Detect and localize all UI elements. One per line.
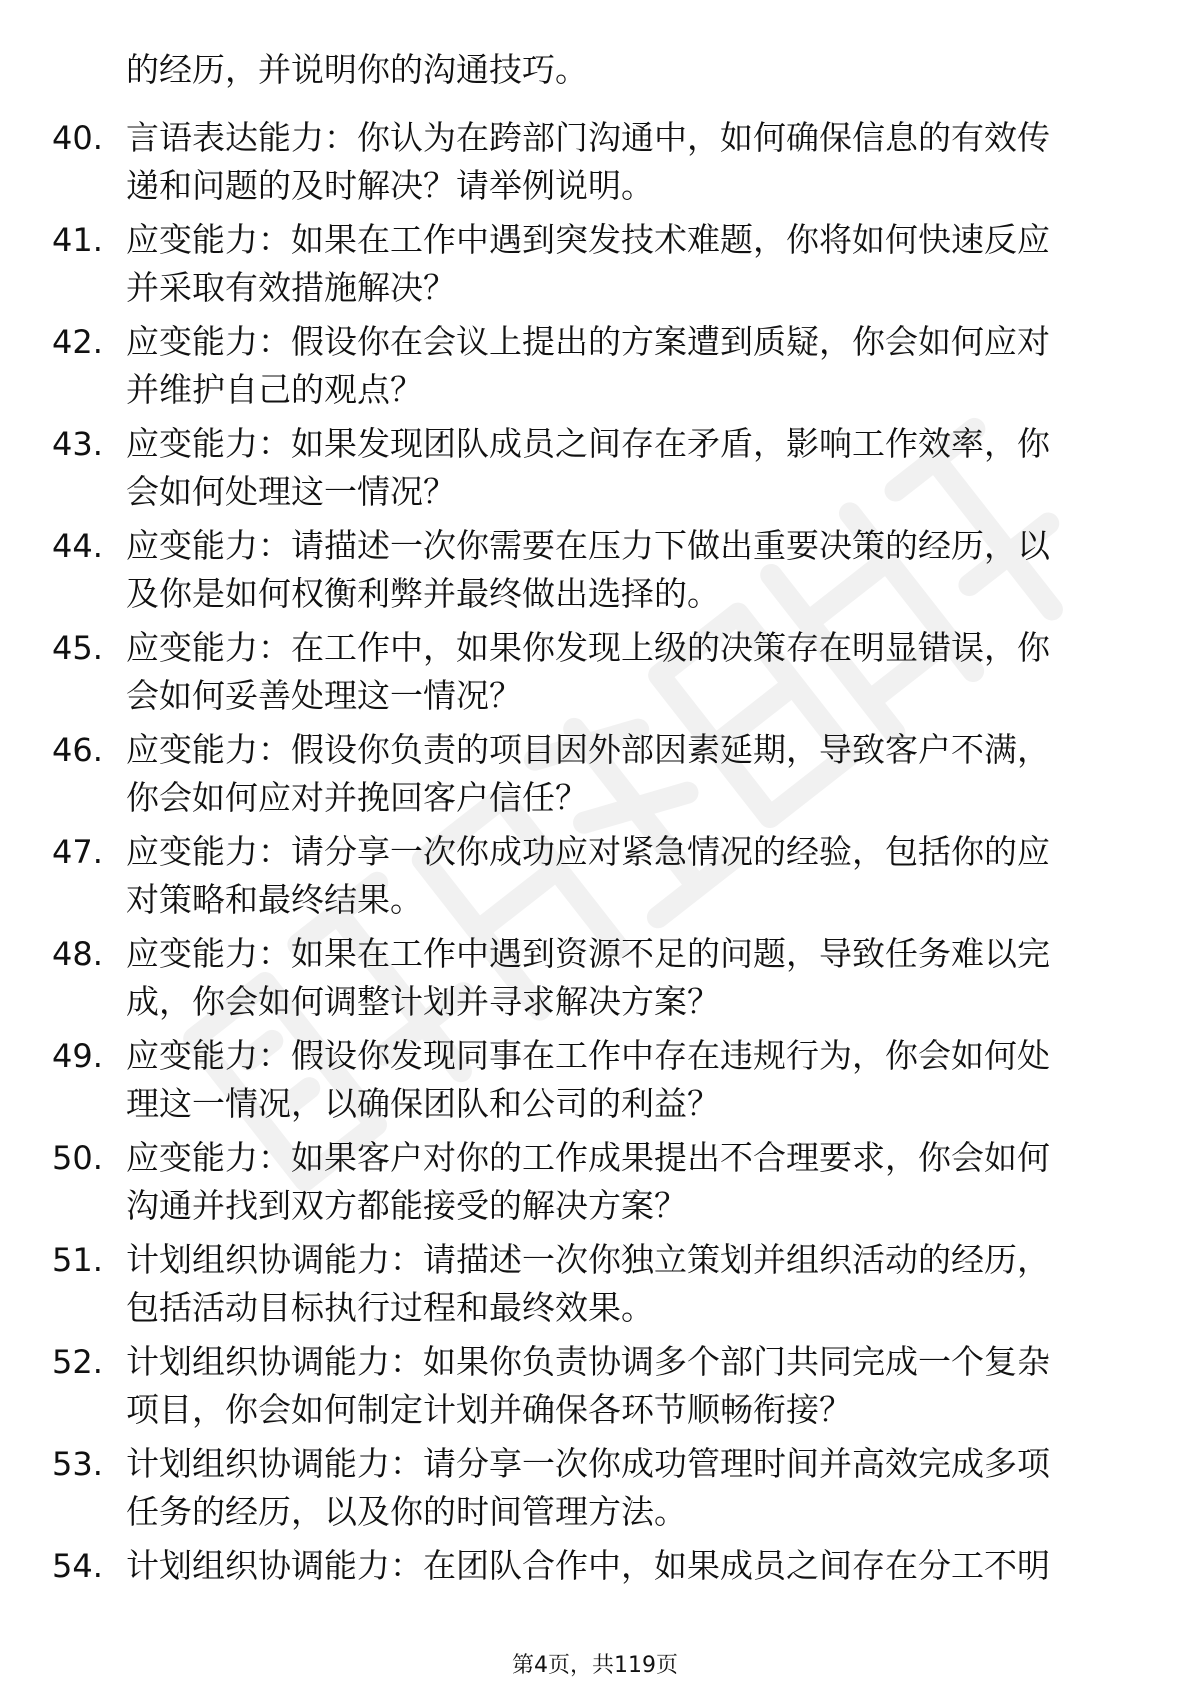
question-text (126, 1338, 1146, 1434)
question-number: 51. (52, 1241, 103, 1279)
question-item (0, 516, 1190, 618)
question-text (126, 726, 1146, 822)
question-item (0, 210, 1190, 312)
question-text-line: 成，你会如何调整计划并寻求解决方案？ (126, 982, 720, 1021)
question-number: 41. (52, 221, 103, 259)
question-text-line: 及你是如何权衡利弊并最终做出选择的。 (126, 574, 720, 613)
page-footer: 第4页，共119页 (512, 1653, 678, 1678)
question-number: 45. (52, 629, 103, 667)
question-item (0, 1536, 1190, 1638)
question-text-line: 计划组织协调能力：请分享一次你成功管理时间并高效完成多项 (126, 1444, 1050, 1483)
question-number: 47. (52, 833, 103, 871)
question-text-line: 任务的经历，以及你的时间管理方法。 (126, 1492, 687, 1531)
question-number: 52. (52, 1343, 103, 1381)
question-number: 48. (52, 935, 103, 973)
question-text-line: 应变能力：如果在工作中遇到突发技术难题，你将如何快速反应 (126, 220, 1050, 259)
question-text-line: 应变能力：假设你发现同事在工作中存在违规行为，你会如何处 (126, 1036, 1050, 1075)
question-text (126, 114, 1146, 210)
question-text (126, 828, 1146, 924)
continued-question-text: 的经历，并说明你的沟通技巧。 (126, 50, 588, 89)
question-item (0, 924, 1190, 1026)
question-item (0, 1434, 1190, 1536)
question-text-line: 会如何妥善处理这一情况？ (126, 676, 522, 715)
question-text (126, 930, 1146, 1026)
question-text (126, 624, 1146, 720)
question-text (126, 216, 1146, 312)
question-number: 54. (52, 1547, 103, 1585)
question-text-line: 应变能力：如果在工作中遇到资源不足的问题，导致任务难以完 (126, 934, 1050, 973)
question-text-line: 项目，你会如何制定计划并确保各环节顺畅衔接？ (126, 1390, 852, 1429)
question-number: 50. (52, 1139, 103, 1177)
question-text-line: 计划组织协调能力：请描述一次你独立策划并组织活动的经历， (126, 1240, 1050, 1279)
question-text-line: 并维护自己的观点？ (126, 370, 423, 409)
question-number: 40. (52, 119, 103, 157)
question-text (126, 522, 1146, 618)
question-text-line: 会如何处理这一情况？ (126, 472, 456, 511)
question-number: 53. (52, 1445, 103, 1483)
question-number: 46. (52, 731, 103, 769)
question-text-line: 应变能力：如果发现团队成员之间存在矛盾，影响工作效率，你 (126, 424, 1050, 463)
question-text (126, 1236, 1146, 1332)
question-text-line: 包括活动目标执行过程和最终效果。 (126, 1288, 654, 1327)
question-item (0, 1230, 1190, 1332)
question-text-line: 递和问题的及时解决？请举例说明。 (126, 166, 654, 205)
question-text-line: 应变能力：请分享一次你成功应对紧急情况的经验，包括你的应 (126, 832, 1050, 871)
question-text-line: 你会如何应对并挽回客户信任？ (126, 778, 588, 817)
question-text-line: 理这一情况，以确保团队和公司的利益？ (126, 1084, 720, 1123)
question-text-line: 言语表达能力：你认为在跨部门沟通中，如何确保信息的有效传 (126, 118, 1050, 157)
question-item (0, 1332, 1190, 1434)
question-text-line: 计划组织协调能力：在团队合作中，如果成员之间存在分工不明 (126, 1546, 1050, 1585)
question-text-line: 应变能力：如果客户对你的工作成果提出不合理要求，你会如何 (126, 1138, 1050, 1177)
question-item (0, 618, 1190, 720)
question-text-line: 应变能力：假设你负责的项目因外部因素延期，导致客户不满， (126, 730, 1050, 769)
question-number: 49. (52, 1037, 103, 1075)
question-item (0, 720, 1190, 822)
question-text-line: 并采取有效措施解决？ (126, 268, 456, 307)
question-item (0, 1128, 1190, 1230)
question-text (126, 420, 1146, 516)
question-text-line: 沟通并找到双方都能接受的解决方案？ (126, 1186, 687, 1225)
question-text (126, 1440, 1146, 1536)
question-text-line: 应变能力：在工作中，如果你发现上级的决策存在明显错误，你 (126, 628, 1050, 667)
question-text-line: 计划组织协调能力：如果你负责协调多个部门共同完成一个复杂 (126, 1342, 1050, 1381)
question-text (126, 1134, 1146, 1230)
question-text (126, 1542, 1146, 1590)
question-number: 44. (52, 527, 103, 565)
question-text (126, 318, 1146, 414)
question-text-line: 对策略和最终结果。 (126, 880, 423, 919)
question-text-line: 应变能力：假设你在会议上提出的方案遭到质疑，你会如何应对 (126, 322, 1050, 361)
question-item (0, 414, 1190, 516)
question-list (0, 108, 1190, 1638)
question-text (126, 1032, 1146, 1128)
question-number: 43. (52, 425, 103, 463)
question-text-line: 应变能力：请描述一次你需要在压力下做出重要决策的经历，以 (126, 526, 1050, 565)
question-item (0, 1026, 1190, 1128)
question-item (0, 312, 1190, 414)
question-item (0, 108, 1190, 210)
question-item (0, 822, 1190, 924)
question-number: 42. (52, 323, 103, 361)
